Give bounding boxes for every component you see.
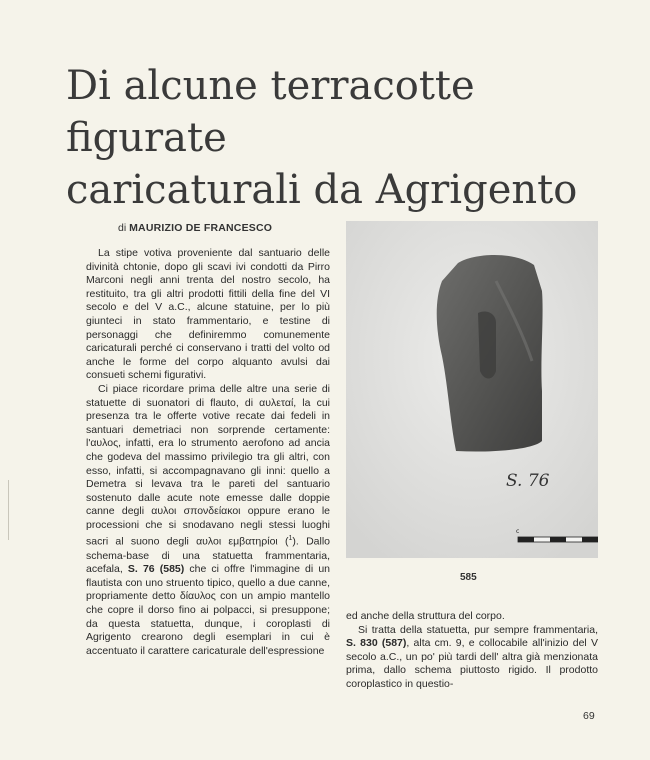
terracotta-figure-image bbox=[346, 221, 598, 558]
title-line-2: caricaturali da Agrigento bbox=[66, 167, 578, 213]
page-edge-mark bbox=[8, 480, 9, 540]
byline-prefix: di bbox=[118, 222, 127, 234]
right-paragraph-2-text-b: , alta cm. 9, e collocabile all'inizio del V secolo a.C., un po' più tardi dell' altra già menzionata prima, dallo schema piuttosto rigido. Il prodotto coroplastico in questio- bbox=[346, 637, 598, 690]
article-title bbox=[66, 60, 626, 216]
author-name: MAURIZIO DE FRANCESCO bbox=[129, 222, 273, 234]
right-paragraph-1: ed anche della struttura del corpo. bbox=[346, 610, 505, 622]
right-paragraph-2 bbox=[346, 624, 598, 692]
figure-photo bbox=[346, 221, 598, 558]
figure-ref-s76: S. 76 (585) bbox=[127, 563, 185, 576]
page-number: 69 bbox=[583, 710, 595, 722]
paragraph-2-text-c: che ci offre l'immagine di un flautista con uno struento tipico, quello a due canne, propriamente detto δίαυλος con un ampio mantello che copre il dorso fino ai polpacci, si presuppone; da questa statuetta, dunque, i coroplasti di Agrigento crearono degli esemplari in cui è accentuato il carattere caricaturale dell'espressione bbox=[86, 563, 331, 657]
right-column bbox=[346, 610, 598, 692]
figure-ref-s830: S. 830 (587) bbox=[346, 637, 407, 650]
right-paragraph-2-text-a: Si tratta della statuetta, pur sempre frammentaria, bbox=[358, 623, 598, 636]
paragraph-2-text-a: Ci piace ricordare prima delle altre una serie di statuette di suonatori di flauto, di αυλεταί, la cui presenza tra le offerte votive recate dai fedeli in santuari demetriaci non sorprende certamente: l'αυλος, infatti, era lo strumento aerofono ad ancia che godeva del massimo privilegio tra gli altri, con esso, infatti, si accompagnavano gli inni: quello a Demetra si levava tra le pareti del santuario sostenuto dalle acute note emesse dalle doppie canne degli αυλοι σπονδείακοι oppure erano le processioni che si snodavano negli stessi luoghi sacri al suono degli αυλοι εμβατηρίοι ( bbox=[86, 382, 330, 548]
specimen-label: S. 76 bbox=[506, 471, 550, 491]
paragraph-1: La stipe votiva proveniente dal santuario delle divinità chtonie, dopo gli scavi ivi condotti da Pirro Marconi negli anni trenta del nostro secolo, ha restituito, tra gli altri prodotti fittili della fine del VI secolo e del V a.C., alcune statuine, per lo più giunteci in stato frammentario, e testine di personaggi che definiremmo comunemente caricaturali perché ci conservano i tratti del volto od anche le forme del corpo alquanto avulsi dai consueti schemi figurativi. bbox=[86, 247, 330, 382]
figure-caption: 585 bbox=[460, 572, 477, 583]
footnote-ref: 1 bbox=[288, 535, 293, 543]
svg-text:c: c bbox=[516, 528, 520, 535]
paragraph-2-text-b: ). Dallo schema-base di una statuetta frammentaria, acefala, bbox=[86, 535, 330, 576]
left-column bbox=[86, 247, 330, 658]
title-line-1: Di alcune terracotte figurate bbox=[66, 63, 475, 161]
paragraph-2 bbox=[86, 383, 330, 658]
byline bbox=[118, 222, 272, 234]
